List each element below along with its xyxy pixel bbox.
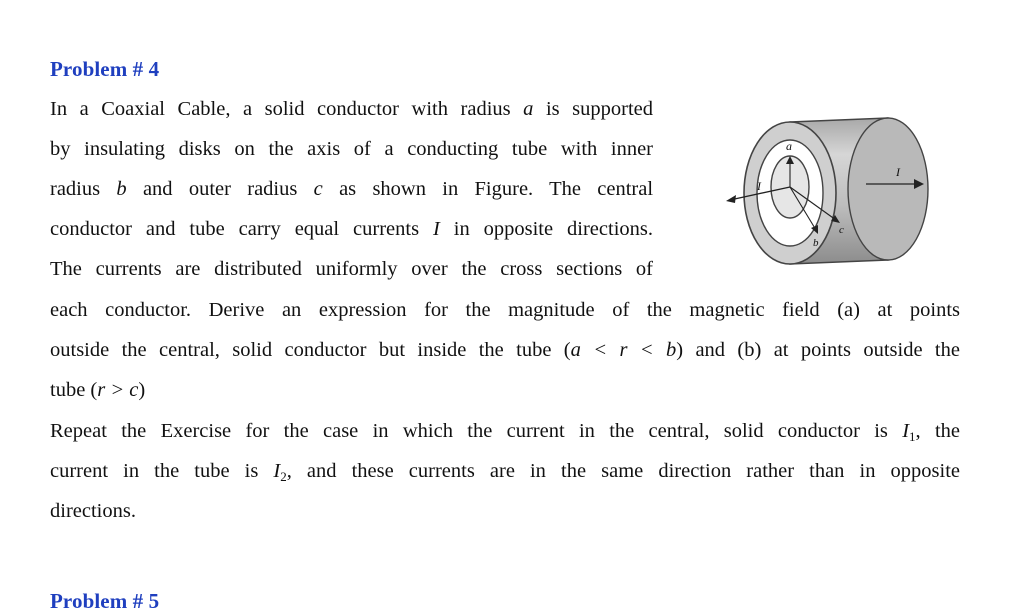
problem-4-line-8: tube (r > c) [50, 379, 146, 401]
problem-4-line-1: In a Coaxial Cable, a solid conductor with radius a is supported [50, 98, 653, 120]
repeat-line-3: directions. [50, 500, 136, 522]
repeat-line-2: current in the tube is $I_2$, and these currents are in the same direction rather than in opposite [50, 460, 960, 484]
label-a: a [786, 139, 792, 153]
problem-4-line-4: conductor and tube carry equal currents I in opposite directions. [50, 218, 653, 240]
outer-tube-end [848, 118, 928, 260]
arrow-left-icon [726, 195, 736, 203]
problem-4-line-5: The currents are distributed uniformly over the cross sections of [50, 258, 653, 280]
problem-4-line-3: radius b and outer radius c as shown in Figure. The central [50, 178, 654, 200]
problem-4-line-2: by insulating disks on the axis of a conducting tube with inner [50, 138, 653, 160]
label-b: b [813, 237, 819, 249]
label-current-left: I [757, 179, 761, 193]
label-c: c [839, 224, 844, 236]
repeat-line-1: Repeat the Exercise for the case in which the current in the central, solid conductor is $I_1$, the [50, 420, 961, 444]
problem-4-heading: Problem # 4 [50, 57, 160, 81]
problem-4-line-7: outside the central, solid conductor but inside the tube (a < r < b) and (b) at points outside the [50, 339, 960, 361]
problem-5-heading: Problem # 5 [50, 589, 160, 613]
coaxial-cable-figure [718, 112, 948, 272]
label-current-right: I [896, 165, 900, 179]
problem-4-line-6: each conductor. Derive an expression for the magnitude of the magnetic field (a) at points [50, 299, 960, 321]
